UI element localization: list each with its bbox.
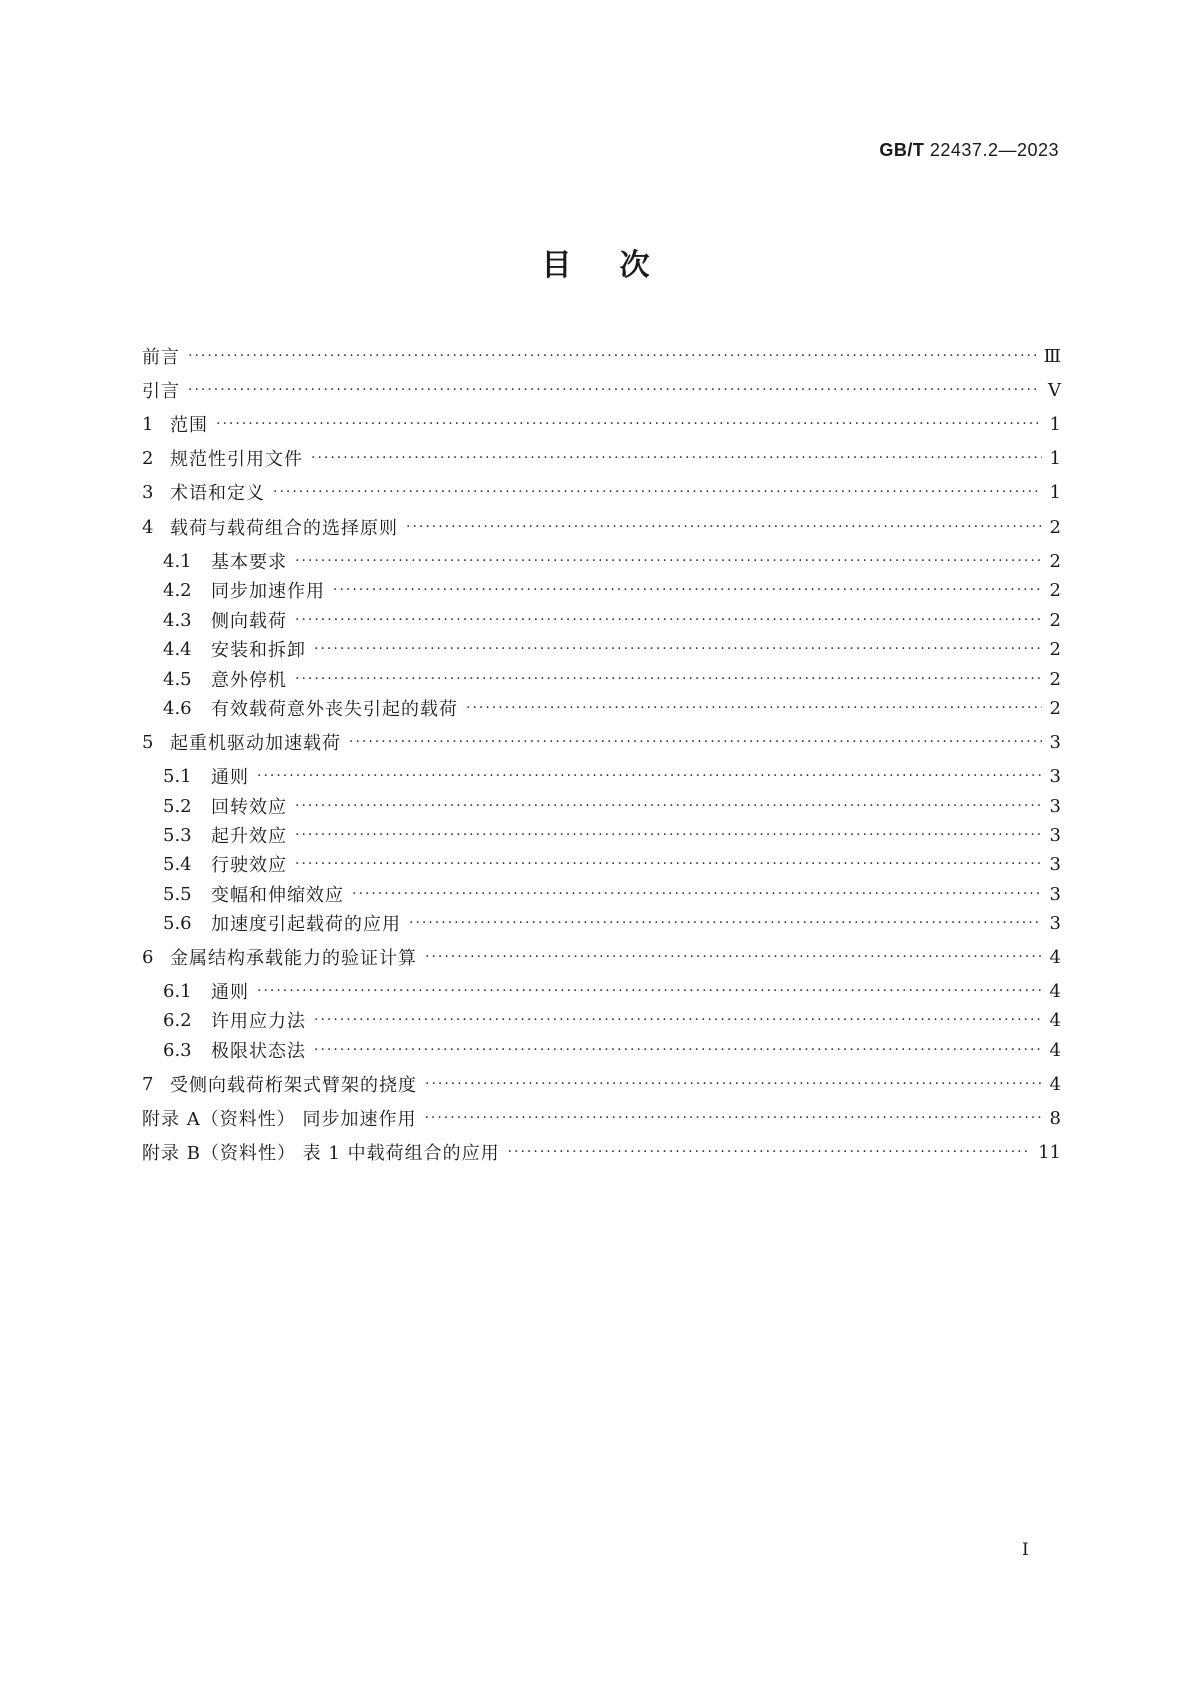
toc-entry[interactable]	[142, 762, 1061, 790]
toc-leader-dots	[466, 698, 1042, 718]
toc-leader-dots	[311, 448, 1042, 468]
toc-leader-dots	[257, 766, 1042, 786]
toc-entry-page: 2	[1049, 609, 1061, 631]
toc-entry-page: Ⅲ	[1043, 345, 1061, 367]
toc-entry-number: 4.2	[163, 579, 192, 601]
toc-leader-dots	[273, 482, 1042, 502]
toc-leader-dots	[216, 414, 1042, 434]
toc-entry[interactable]	[142, 376, 1061, 404]
toc-entry-label: 同步加速作用	[211, 581, 325, 602]
toc-entry-number: 1	[142, 413, 154, 435]
toc-entry[interactable]	[142, 478, 1061, 506]
toc-entry-page: 4	[1049, 946, 1061, 968]
standard-code-prefix: GB/T	[879, 140, 925, 160]
toc-entry-page: 1	[1049, 481, 1061, 503]
toc-entry-page: 3	[1049, 731, 1061, 753]
toc-leader-dots	[314, 1040, 1042, 1060]
toc-entry-label: 术语和定义	[170, 483, 265, 504]
toc-leader-dots	[295, 796, 1042, 816]
toc-entry[interactable]	[142, 977, 1061, 1005]
toc-entry-number: 6	[142, 946, 154, 968]
toc-leader-dots	[188, 346, 1036, 366]
toc-entry-number: 4.3	[163, 609, 192, 631]
toc-entry-page: 1	[1049, 447, 1061, 469]
toc-entry[interactable]	[142, 850, 1061, 878]
toc-entry-label: 侧向载荷	[211, 611, 287, 632]
toc-entry[interactable]	[142, 606, 1061, 634]
toc-entry-label: 附录 A（资料性） 同步加速作用	[142, 1109, 417, 1130]
toc-entry-label: 安装和拆卸	[211, 640, 306, 661]
toc-entry-number: 4.5	[163, 668, 192, 690]
toc-entry-label: 范围	[170, 415, 208, 436]
toc-entry-label: 行驶效应	[211, 855, 287, 876]
toc-entry[interactable]	[142, 1104, 1061, 1132]
toc-entry-label: 极限状态法	[211, 1041, 306, 1062]
toc-leader-dots	[352, 884, 1042, 904]
toc-leader-dots	[295, 854, 1042, 874]
toc-leader-dots	[295, 669, 1042, 689]
toc-entry-page: 2	[1049, 550, 1061, 572]
toc-entry-number: 2	[142, 447, 154, 469]
toc-leader-dots	[349, 732, 1042, 752]
toc-entry-number: 5.5	[163, 883, 192, 905]
toc-entry-label: 前言	[142, 347, 180, 368]
toc-entry-label: 受侧向载荷桁架式臂架的挠度	[170, 1075, 417, 1096]
toc-entry-page: 3	[1049, 883, 1061, 905]
toc-entry-label: 引言	[142, 381, 180, 402]
toc-leader-dots	[257, 981, 1042, 1001]
toc-entry-page: 3	[1049, 824, 1061, 846]
toc-entry-number: 5	[142, 731, 154, 753]
toc-entry[interactable]	[142, 444, 1061, 472]
standard-code	[879, 140, 1059, 161]
toc-entry-number: 4.1	[163, 550, 192, 572]
toc-entry[interactable]	[142, 1006, 1061, 1034]
toc-entry-label: 意外停机	[211, 670, 287, 691]
toc-entry-number: 5.3	[163, 824, 192, 846]
toc-entry-number: 7	[142, 1073, 154, 1095]
toc-entry[interactable]	[142, 694, 1061, 722]
toc-entry[interactable]	[142, 909, 1061, 937]
toc-entry-label: 回转效应	[211, 797, 287, 818]
toc-entry[interactable]	[142, 821, 1061, 849]
toc-entry-page: 8	[1049, 1107, 1061, 1129]
toc-entry-label: 通则	[211, 767, 249, 788]
toc-leader-dots	[295, 610, 1042, 630]
toc-entry-number: 4	[142, 516, 154, 538]
toc-leader-dots	[424, 1108, 1041, 1128]
toc-entry-number: 6.3	[163, 1039, 192, 1061]
standard-code-number: 22437.2—2023	[929, 140, 1059, 160]
toc-entry-page: 3	[1049, 795, 1061, 817]
toc-entry-page: 4	[1049, 1073, 1061, 1095]
toc-entry-label: 变幅和伸缩效应	[211, 885, 344, 906]
toc-leader-dots	[314, 639, 1042, 659]
toc-leader-dots	[314, 1010, 1042, 1030]
toc-entry-page: 3	[1049, 765, 1061, 787]
toc-entry-page: 1	[1049, 413, 1061, 435]
toc-entry-label: 基本要求	[211, 552, 287, 573]
toc-entry-label: 规范性引用文件	[170, 449, 303, 470]
toc-entry[interactable]	[142, 635, 1061, 663]
toc-leader-dots	[188, 380, 1040, 400]
toc-leader-dots	[425, 1074, 1042, 1094]
toc-entry-page: 2	[1049, 516, 1061, 538]
toc-entry-number: 5.6	[163, 912, 192, 934]
toc-entry[interactable]	[142, 792, 1061, 820]
toc-entry-page: 3	[1049, 912, 1061, 934]
toc-entry-number: 4.4	[163, 638, 192, 660]
toc-entry-number: 5.1	[163, 765, 192, 787]
toc-entry-label: 金属结构承载能力的验证计算	[170, 948, 417, 969]
toc-entry-number: 4.6	[163, 697, 192, 719]
toc-entry-page: 2	[1049, 579, 1061, 601]
toc-entry[interactable]	[142, 1138, 1061, 1166]
toc-entry-label: 起重机驱动加速载荷	[170, 733, 341, 754]
toc-entry-page: 4	[1049, 1009, 1061, 1031]
toc-entry-label: 许用应力法	[211, 1011, 306, 1032]
toc-entry-page: 4	[1049, 980, 1061, 1002]
toc-entry-label: 加速度引起载荷的应用	[211, 914, 401, 935]
toc-entry[interactable]	[142, 576, 1061, 604]
toc-entry[interactable]	[142, 1036, 1061, 1064]
toc-entry-number: 3	[142, 481, 154, 503]
toc-entry-number: 5.4	[163, 853, 192, 875]
toc-entry[interactable]	[142, 342, 1061, 370]
toc-leader-dots	[295, 551, 1042, 571]
toc-entry-page: 4	[1049, 1039, 1061, 1061]
toc-entry-number: 5.2	[163, 795, 192, 817]
toc-entry-page: Ⅴ	[1048, 379, 1061, 401]
page-number: I	[1022, 1540, 1029, 1560]
toc-entry-label: 通则	[211, 982, 249, 1003]
toc-leader-dots	[425, 947, 1042, 967]
toc-entry-page: 3	[1049, 853, 1061, 875]
toc-entry[interactable]	[142, 1070, 1061, 1098]
toc-entry-number: 6.1	[163, 980, 192, 1002]
toc-entry[interactable]	[142, 943, 1061, 971]
toc-entry[interactable]	[142, 410, 1061, 438]
toc-entry[interactable]	[142, 880, 1061, 908]
toc-entry-page: 2	[1049, 668, 1061, 690]
toc-entry-number: 6.2	[163, 1009, 192, 1031]
toc-entry-label: 起升效应	[211, 826, 287, 847]
toc-entry[interactable]	[142, 547, 1061, 575]
toc-entry-page: 2	[1049, 638, 1061, 660]
toc-entry-label: 有效载荷意外丧失引起的载荷	[211, 699, 458, 720]
toc-entry[interactable]	[142, 728, 1061, 756]
page-title: 目次	[541, 248, 698, 283]
toc-entry-page: 11	[1038, 1141, 1061, 1163]
toc-leader-dots	[333, 580, 1042, 600]
toc-entry-page: 2	[1049, 697, 1061, 719]
toc-entry-label: 附录 B（资料性） 表 1 中载荷组合的应用	[142, 1143, 500, 1164]
toc-entry[interactable]	[142, 513, 1061, 541]
toc-leader-dots	[295, 825, 1042, 845]
toc-leader-dots	[409, 913, 1042, 933]
toc-entry[interactable]	[142, 665, 1061, 693]
toc-leader-dots	[406, 517, 1042, 537]
toc-entry-label: 载荷与载荷组合的选择原则	[170, 518, 398, 539]
toc-leader-dots	[508, 1142, 1031, 1162]
